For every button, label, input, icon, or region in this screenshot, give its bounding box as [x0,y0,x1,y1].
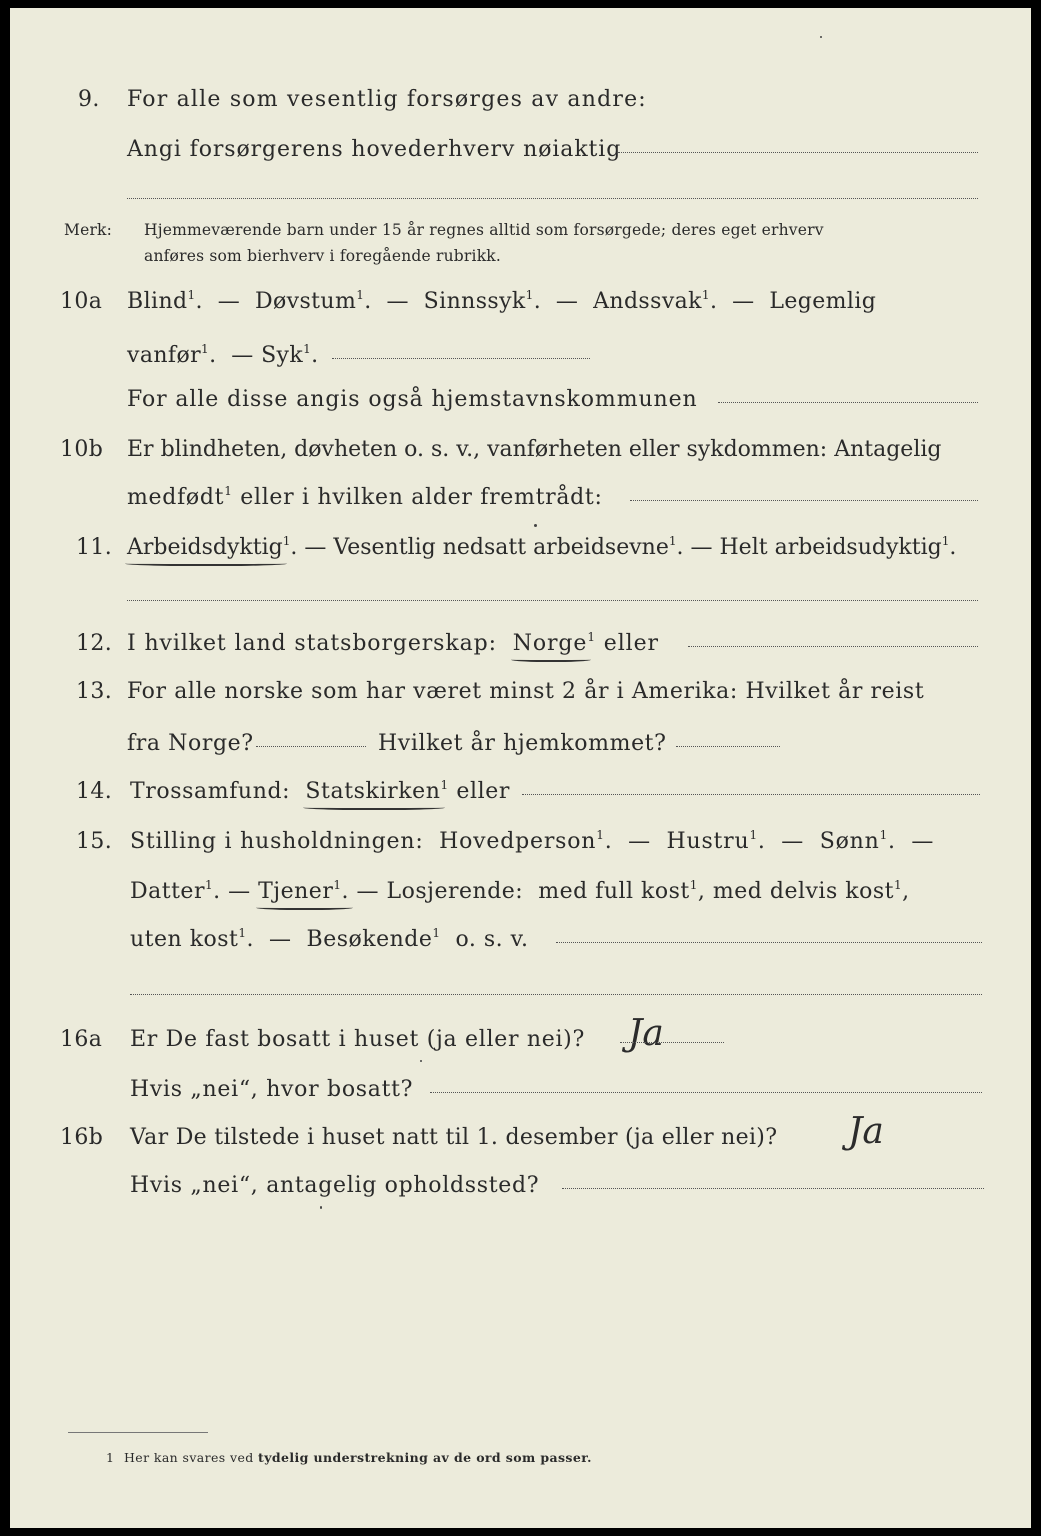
q16a-answer-line [620,1042,724,1043]
q9-answer-line [618,152,978,153]
q15-line3: uten kost$^1$. — Besøkende$^1$ o. s. v. [130,926,529,952]
option-legemlig: Legemlig [769,289,877,314]
q12-answer-line [688,646,978,647]
q9-question-line1: For alle som vesentlig forsørges av andre: [127,87,647,112]
q9-question-line2: Angi forsørgerens hovederhverv nøiaktig [127,137,622,162]
q14-line: Trossamfund: Statskirken$^1$ eller [130,778,511,804]
option-helt-udyktig: Helt arbeidsudyktig [719,535,942,560]
q15-line1: Stilling i husholdningen: Hovedperson$^1$. — Hustru$^1$. — Sønn$^1$. — [130,828,935,854]
q16a-line2: Hvis „nei“, hvor bosatt? [130,1077,414,1102]
ink-speck [420,1060,422,1062]
q12-number: 12. [76,631,113,656]
q10b-answer-line [630,500,978,501]
ink-speck [820,36,822,38]
option-tjener-underlined: Tjener$^1$. [258,878,349,904]
merk-label: Merk: [64,221,113,239]
option-sinnssyk: Sinnssyk [423,289,526,314]
option-norge-underlined: Norge [512,631,588,656]
q10a-hjemstavn-answer-line [718,402,978,403]
q16b-line2: Hvis „nei“, antagelig opholdssted? [130,1173,540,1198]
option-syk: Syk [261,343,304,368]
option-vesentlig-nedsatt: Vesentlig nedsatt arbeidsevne [333,535,669,560]
q9-number: 9. [78,87,100,112]
option-statskirken-underlined: Statskirken [305,779,441,804]
footnote-text: Her kan svares ved tydelig understrekning av de ord som passer. [124,1450,592,1465]
q11-answer-line [127,600,978,601]
merk-note-line2: anføres som bierhverv i foregående rubrikk. [144,247,502,265]
census-form-page [10,8,1031,1528]
q10a-line2: vanfør$^1$. — Syk$^1$. [127,342,319,368]
option-vanfor: vanfør [127,343,202,368]
q14-number: 14. [76,779,113,804]
q13-hjemkommet-answer-line [676,746,780,747]
q10a-line1: Blind$^1$. — Døvstum$^1$. — Sinnssyk$^1$. — Andssvak$^1$. — Legemlig [127,288,877,314]
q14-answer-line [522,794,980,795]
q16b-opholdssted-answer-line [562,1188,984,1189]
q10b-line2: medfødt$^1$ eller i hvilken alder fremtrådt: [127,484,603,510]
q16b-number: 16b [60,1125,104,1150]
q13-line2a: fra Norge? [127,731,254,756]
option-arbeidsdyktig-underlined: Arbeidsdyktig [127,535,283,560]
q13-line1: For alle norske som har været minst 2 år i Amerika: Hvilket år reist [127,679,925,704]
option-andssvak: Andssvak [593,289,702,314]
q15-line2: Datter$^1$. — Tjener$^1$. — Losjerende: med full kost$^1$, med delvis kost$^1$, [130,878,910,904]
q15-answer-line-2 [130,994,982,995]
q16a-bosatt-answer-line [430,1092,982,1093]
footnote-number: 1 [106,1450,115,1465]
q11-number: 11. [76,535,113,560]
q10a-syk-answer-line [332,358,590,359]
q16a-handwritten-answer: Ja [628,1013,664,1054]
q16a-number: 16a [60,1027,103,1052]
q13-number: 13. [76,679,113,704]
q15-answer-line [556,942,982,943]
q10b-line1: Er blindheten, døvheten o. s. v., vanførheten eller sykdommen: Antagelig [127,437,942,462]
q9-answer-line-2 [127,198,978,199]
footnote-rule [68,1432,208,1433]
q13-reist-answer-line [256,746,366,747]
q16b-line1: Var De tilstede i huset natt til 1. desember (ja eller nei)? [130,1125,778,1150]
q11-line: Arbeidsdyktig$^1$. — Vesentlig nedsatt arbeidsevne$^1$. — Helt arbeidsudyktig$^1$. [127,534,957,560]
q13-line2b: Hvilket år hjemkommet? [378,731,667,756]
q16a-line1: Er De fast bosatt i huset (ja eller nei)? [130,1027,585,1052]
option-dovstum: Døvstum [254,289,357,314]
q10a-number: 10a [60,289,103,314]
q10a-line3: For alle disse angis også hjemstavnskommunen [127,387,698,412]
merk-note-line1: Hjemmeværende barn under 15 år regnes alltid som forsørgede; deres eget erhverv [144,221,824,239]
q10b-number: 10b [60,437,104,462]
ink-speck [320,1206,322,1209]
q15-number: 15. [76,829,113,854]
ink-speck [534,524,537,527]
q12-line: I hvilket land statsborgerskap: Norge$^1$ eller [127,630,659,656]
option-blind: Blind [127,289,188,314]
q16b-handwritten-answer: Ja [848,1111,884,1152]
